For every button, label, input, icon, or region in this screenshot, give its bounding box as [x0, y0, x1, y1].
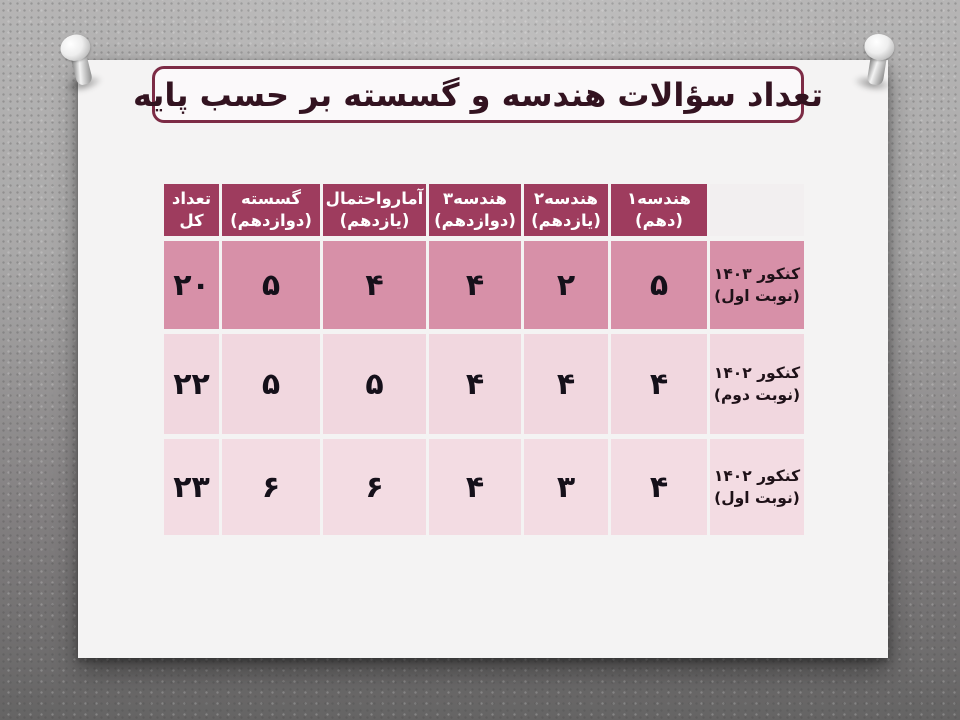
row-header [710, 241, 804, 329]
row-label: کنکور ۱۴۰۲ [713, 363, 801, 382]
value-cell: ۴ [429, 334, 521, 434]
table-row-konkur-1403-1 [164, 241, 804, 329]
table-row-konkur-1402-1 [164, 439, 804, 535]
push-pin-left [49, 27, 110, 97]
row-sublabel: (نوبت دوم) [713, 386, 801, 404]
column-subtitle: (دهم) [635, 211, 683, 230]
pin-head [863, 32, 897, 62]
column-title: آمارواحتمال [325, 188, 424, 208]
value-cell: ۲ [524, 241, 608, 329]
column-title: هندسه۳ [442, 188, 508, 208]
column-subtitle: (دوازدهم) [434, 211, 516, 230]
row-sublabel: (نوبت اول) [714, 489, 800, 507]
column-subtitle: (یازدهم) [531, 211, 601, 230]
column-header-geometry3 [429, 184, 521, 236]
value-cell: ۶ [323, 439, 426, 535]
pinned-paper [78, 60, 888, 658]
slide-title: تعداد سؤالات هندسه و گسسته بر حسب پایه [133, 75, 823, 114]
table-row-konkur-1402-2 [164, 334, 804, 434]
value-cell: ۴ [429, 439, 521, 535]
value-cell: ۴ [524, 334, 608, 434]
corner-cell [710, 184, 804, 236]
column-header-total [164, 184, 219, 236]
row-sublabel: (نوبت اول) [714, 287, 800, 305]
value-cell: ۵ [323, 334, 426, 434]
value-cell: ۴ [323, 241, 426, 329]
push-pin-right [850, 29, 907, 96]
value-cell: ۳ [524, 439, 608, 535]
value-cell: ۵ [222, 334, 320, 434]
column-header-geometry2 [524, 184, 608, 236]
row-header [710, 439, 804, 535]
value-cell-total: ۲۰ [164, 241, 219, 329]
column-subtitle: (دوازدهم) [230, 211, 312, 230]
questions-table [161, 179, 807, 540]
column-title: هندسه۲ [533, 188, 599, 208]
value-cell: ۴ [429, 241, 521, 329]
pin-head [58, 31, 93, 63]
column-subtitle: (یازدهم) [339, 211, 410, 230]
column-header-geometry1 [611, 184, 707, 236]
value-cell: ۴ [611, 334, 707, 434]
row-header [710, 334, 804, 434]
value-cell: ۵ [611, 241, 707, 329]
header-row [164, 184, 804, 236]
column-subtitle: کل [179, 211, 204, 230]
column-title: تعداد [171, 188, 212, 208]
column-header-statistics [323, 184, 426, 236]
column-title: هندسه۱ [626, 188, 692, 208]
questions-table-wrap [161, 179, 807, 540]
value-cell: ۵ [222, 241, 320, 329]
value-cell-total: ۲۳ [164, 439, 219, 535]
row-label: کنکور ۱۴۰۲ [713, 466, 801, 485]
column-header-discrete [222, 184, 320, 236]
value-cell: ۶ [222, 439, 320, 535]
row-label: کنکور ۱۴۰۳ [713, 264, 801, 283]
column-title: گسسته [241, 188, 301, 208]
value-cell-total: ۲۲ [164, 334, 219, 434]
slide-title-box [133, 66, 823, 123]
value-cell: ۴ [611, 439, 707, 535]
